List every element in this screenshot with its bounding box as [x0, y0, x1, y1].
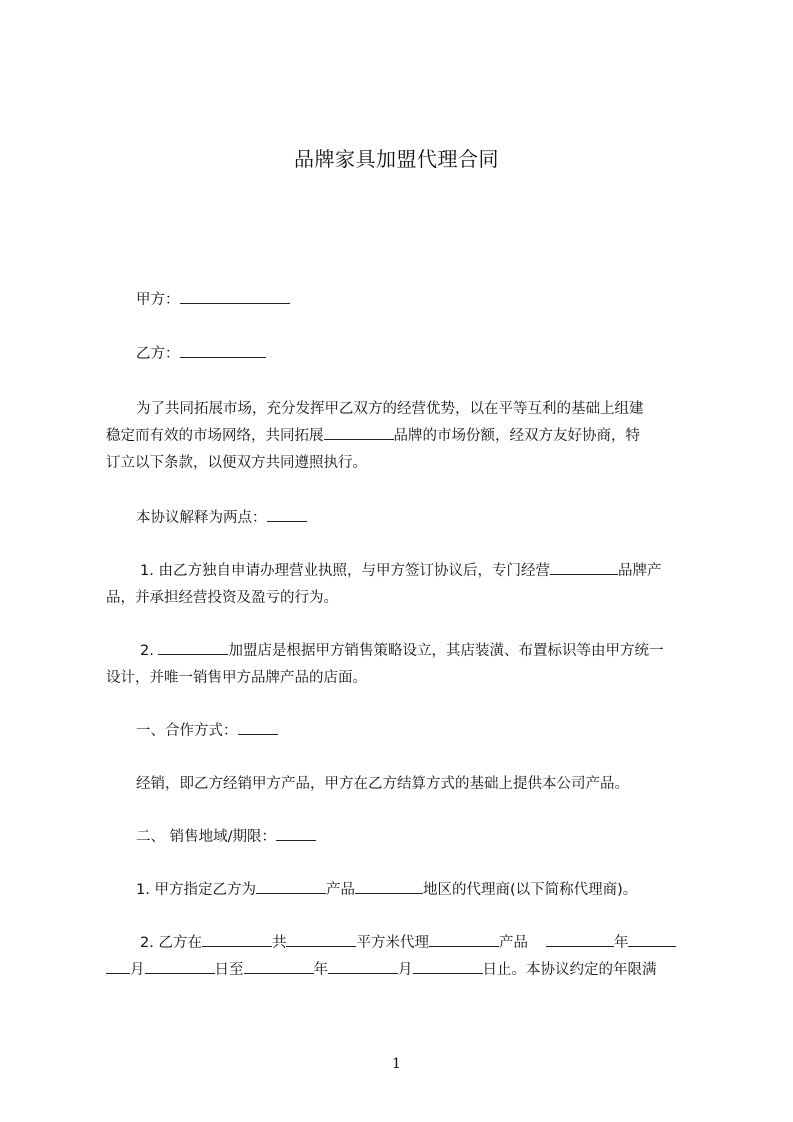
- section-2-blank[interactable]: [276, 825, 316, 841]
- intro-text-a: 稳定而有效的市场网络，共同拓展: [106, 428, 324, 444]
- point-2-line-2: 设计，并唯一销售甲方品牌产品的店面。: [106, 670, 367, 686]
- point-1-line-1: [140, 558, 661, 585]
- s2-p2-product-blank[interactable]: [429, 931, 499, 947]
- interpretation-blank[interactable]: [267, 506, 307, 522]
- point-2-text-a: 2.: [140, 643, 159, 659]
- party-b-label: 乙方：: [136, 346, 180, 362]
- s2-p1-blank-2[interactable]: [355, 878, 423, 894]
- s2-p2-text-b: 共: [271, 935, 287, 951]
- s2-p1-text-b: 产品: [325, 882, 355, 898]
- s2-p2-end-day-blank[interactable]: [413, 958, 483, 974]
- s2-p2-text-h: 年: [313, 962, 328, 978]
- section-2-heading: [136, 824, 316, 851]
- section-2-label: 二、 销售地域/期限：: [136, 829, 276, 845]
- point-1-line-2: 品，并承担经营投资及盈亏的行为。: [106, 590, 338, 606]
- s2-p2-area-blank[interactable]: [286, 931, 356, 947]
- section-1-body: 经销，即乙方经销甲方产品，甲方在乙方结算方式的基础上提供本公司产品。: [136, 776, 629, 792]
- intro-line-1: 为了共同拓展市场，充分发挥甲乙双方的经营优势，以在平等互利的基础上组建: [136, 401, 644, 417]
- point-1-text-b: 品牌产: [617, 563, 662, 579]
- party-a-line: [136, 287, 290, 314]
- interpretation-line: [136, 505, 307, 532]
- s2-p2-start-day-blank[interactable]: [145, 958, 215, 974]
- s2-p1-blank-1[interactable]: [256, 878, 326, 894]
- s2-p2-text-g: 日至: [214, 962, 244, 978]
- intro-line-3: 订立以下条款，以便双方共同遵照执行。: [106, 455, 367, 471]
- s2-p2-text-e: 年: [613, 935, 629, 951]
- section-2-point-2-line-1: [140, 930, 676, 957]
- s2-p2-text-a: 2. 乙方在: [140, 935, 202, 951]
- section-1-blank[interactable]: [238, 719, 278, 735]
- section-2-point-1: [136, 877, 637, 904]
- s2-p2-text-j: 日止。本协议约定的年限满: [482, 962, 657, 978]
- section-1-label: 一、合作方式：: [136, 723, 238, 739]
- s2-p2-start-year-blank[interactable]: [546, 931, 614, 947]
- party-b-blank[interactable]: [180, 342, 266, 358]
- point-2-text-b: 加盟店是根据甲方销售策略设立，其店装潢、布置标识等由甲方统一: [228, 643, 664, 659]
- point-2-store-blank[interactable]: [158, 639, 228, 655]
- party-a-label: 甲方：: [136, 292, 180, 308]
- s2-p2-end-year-blank[interactable]: [244, 958, 314, 974]
- intro-line-2: [106, 423, 640, 450]
- s2-p2-start-month-blank-b[interactable]: [106, 958, 130, 974]
- section-1-heading: [136, 718, 278, 745]
- page-number: 1: [392, 1056, 401, 1072]
- s2-p1-text-c: 地区的代理商(以下简称代理商)。: [422, 882, 638, 898]
- s2-p2-text-c: 平方米代理: [356, 935, 429, 951]
- point-2-line-1: [140, 638, 663, 665]
- s2-p2-text-d: 产品: [498, 935, 528, 951]
- brand-blank[interactable]: [324, 424, 394, 440]
- s2-p2-location-blank[interactable]: [202, 931, 272, 947]
- section-2-point-2-line-2: [106, 957, 657, 984]
- s2-p2-end-month-blank[interactable]: [328, 958, 398, 974]
- intro-text-b: 品牌的市场份额，经双方友好协商，特: [393, 428, 640, 444]
- document-title: 品牌家具加盟代理合同: [294, 147, 499, 171]
- party-a-blank[interactable]: [180, 288, 290, 304]
- s2-p2-start-month-blank-a[interactable]: [628, 931, 676, 947]
- s2-p2-text-i: 月: [398, 962, 413, 978]
- point-1-brand-blank[interactable]: [550, 559, 618, 575]
- interpretation-label: 本协议解释为两点：: [136, 510, 267, 526]
- s2-p2-text-f: 月: [130, 962, 145, 978]
- s2-p1-text-a: 1. 甲方指定乙方为: [136, 882, 256, 898]
- point-1-text-a: 1. 由乙方独自申请办理营业执照，与甲方签订协议后，专门经营: [140, 563, 550, 579]
- party-b-line: [136, 341, 266, 368]
